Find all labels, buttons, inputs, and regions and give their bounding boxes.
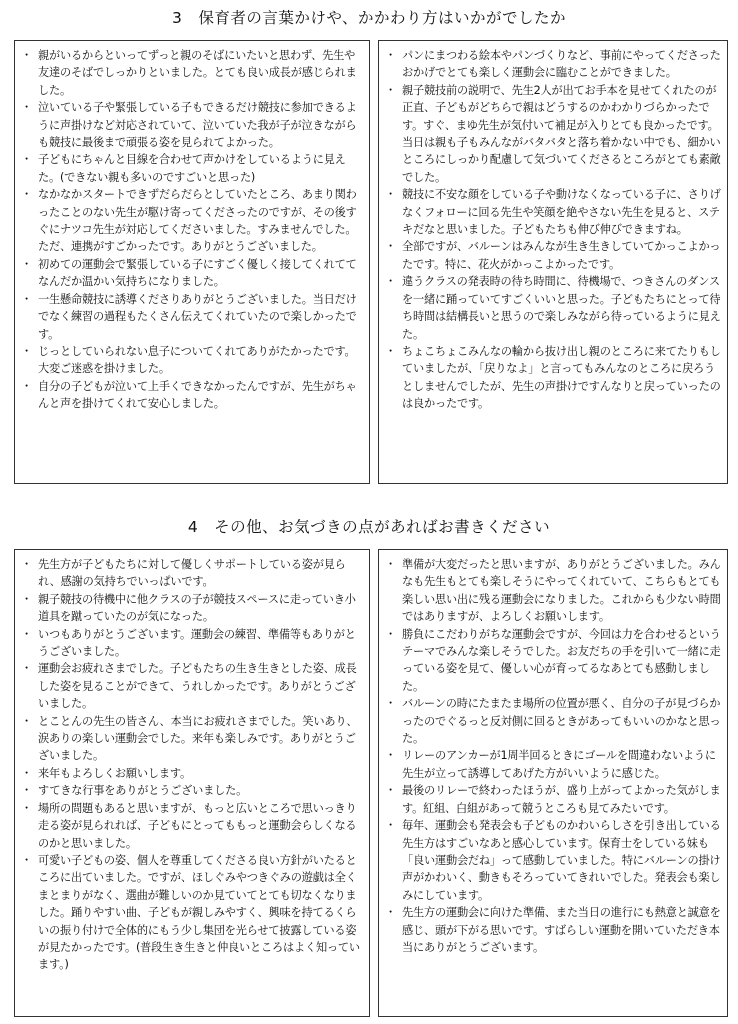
section-4-right-list xyxy=(385,556,721,956)
list-item: ・ 初めての運動会で緊張している子にすごく優しく接してくれててなんだか温かい気持ちになりました。 xyxy=(21,256,363,291)
list-item: ・ 一生懸命競技に誘導くださりありがとうございました。当日だけでなく練習の過程もたくさん伝えてくれていたので楽しかったです。 xyxy=(21,291,363,343)
list-item: ・ 自分の子どもが泣いて上手くできなかったんですが、先生がちゃんと声を掛けてくれて安心しました。 xyxy=(21,378,363,413)
list-item: ・ 先生方の運動会に向けた準備、また当日の進行にも熱意と誠意を感じ、頭が下がる思いです。すばらしい運動を開いていただき本当にありがとうございます。 xyxy=(385,904,721,956)
section-3-title: 3 保育者の言葉かけや、かかわり方はいかがでしたか xyxy=(171,9,567,27)
section-3-left-column xyxy=(14,40,370,484)
list-item: ・ 場所の問題もあると思いますが、もっと広いところで思いっきり走る姿が見られれば、子どもにとってももっと運動会らしくなるのかと思いました。 xyxy=(21,800,363,852)
list-item: ・ いつもありがとうございます。運動会の練習、準備等もありがとうございました。 xyxy=(21,626,363,661)
section-4-left-list xyxy=(21,556,363,974)
section-4-right-column xyxy=(378,549,728,1017)
list-item: ・ 運動会お疲れさまでした。子どもたちの生き生きとした姿、成長した姿を見ることができて、うれしかったです。ありがとうございました。 xyxy=(21,660,363,712)
section-4-left-column xyxy=(14,549,370,1017)
list-item: ・ 先生方が子どもたちに対して優しくサポートしている姿が見られ、感謝の気持ちでいっぱいです。 xyxy=(21,556,363,591)
list-item: ・ バルーンの時にたまたま場所の位置が悪く、自分の子が見づらかったのでぐるっと反対側に回るときがあってもいいのかなと思った。 xyxy=(385,695,721,747)
list-item: ・ 親子競技前の説明で、先生2人が出てお手本を見せてくれたのが正直、子どもがどちらで親はどうするのかわかりづらかったです。すぐ、まゆ先生が気付いて補足が入りとても良かったです。当日は親も子もみんながバタバタと落ち着かない中でも、細かいところにしっかり配慮して気づいてくださるところがとても素敵でした。 xyxy=(385,82,721,186)
list-item: ・ 可愛い子どもの姿、個人を尊重してくださる良い方針がいたるところに出ていました。ですが、ほしぐみやつきぐみの遊戯は全くまとまりがなく、選曲が難しいのか見ていてとても切なくなりました。踊りやすい曲、子どもが親しみやすく、興味を持てるくらいの振り付けで全体的にもう少し集団を光らせて披露している姿が見たかったです。(普段生き生きと仲良いところはよく知っています。) xyxy=(21,852,363,974)
list-item: ・ 子どもにちゃんと目線を合わせて声かけをしているように見えた。(できない親も多いのですごいと思った) xyxy=(21,151,363,186)
list-item: ・ 競技に不安な顔をしている子や動けなくなっている子に、さりげなくフォローに回る先生や笑顔を絶やさない先生を見ると、ステキだなと思いました。子どもたちも伸び伸びできますね。 xyxy=(385,186,721,238)
list-item: ・ とことんの先生の皆さん、本当にお疲れさまでした。笑いあり、涙ありの楽しい運動会でした。来年も楽しみです。ありがとうございました。 xyxy=(21,713,363,765)
list-item: ・ 勝負にこだわりがちな運動会ですが、今回は力を合わせるというテーマでみんな楽しそうでした。お友だちの手を引いて一緒に走っている姿を見て、優しい心が育ってるなあとても感動しました。 xyxy=(385,626,721,696)
list-item: ・ 親子競技の待機中に他クラスの子が競技スペースに走っていき小道具を蹴っていたのが気になった。 xyxy=(21,591,363,626)
list-item: ・ ちょこちょこみんなの輪から抜け出し親のところに来てたりもしていましたが、「戻りなよ」と言ってもみんなのところに戻ろうとしませんでしたが、先生の声掛けですんなりと戻っていったのは良かったです。 xyxy=(385,343,721,413)
section-3-left-list xyxy=(21,47,363,413)
list-item: ・ 毎年、運動会も発表会も子どものかわいらしさを引き出している先生方はすごいなあと感心しています。保育士をしている妹も「良い運動会だね」って感動していました。特にバルーンの掛け声がかわいく、動きもそろっていてきれいでした。発表会も楽しみにしています。 xyxy=(385,817,721,904)
list-item: ・ 来年もよろしくお願いします。 xyxy=(21,765,363,782)
list-item: ・ 最後のリレーで終わったほうが、盛り上がってよかった気がします。紅組、白組があって競うところも見てみたいです。 xyxy=(385,782,721,817)
list-item: ・ すてきな行事をありがとうございました。 xyxy=(21,782,363,799)
list-item: ・ 全部ですが、バルーンはみんなが生き生きしていてかっこよかったです。特に、花火がかっこよかったです。 xyxy=(385,238,721,273)
section-3-right-list xyxy=(385,47,721,413)
section-4-title: 4 その他、お気づきの点があればお書きください xyxy=(187,518,551,536)
list-item: ・ 親がいるからといってずっと親のそばにいたいと思わず、先生や友達のそばでしっかりといました。とても良い成長が感じられました。 xyxy=(21,47,363,99)
section-3-right-column xyxy=(378,40,728,484)
list-item: ・ 準備が大変だったと思いますが、ありがとうございました。みんなも先生もとても楽しそうにやってくれていて、こちらもとても楽しい思い出に残る運動会になりました。これからも少ない時間ではありますが、よろしくお願いします。 xyxy=(385,556,721,626)
list-item: ・ リレーのアンカーが1周半回るときにゴールを間違わないように先生が立って誘導してあげた方がいいように感じた。 xyxy=(385,747,721,782)
list-item: ・ パンにまつわる絵本やパンづくりなど、事前にやってくださったおかげでとても楽しく運動会に臨むことができました。 xyxy=(385,47,721,82)
list-item: ・ じっとしていられない息子についてくれてありがたかったです。大変ご迷惑を掛けました。 xyxy=(21,343,363,378)
list-item: ・ 泣いている子や緊張している子もできるだけ競技に参加できるように声掛けなど対応されていて、泣いていた我が子が泣きながらも競技に最後まで頑張る姿を見られてよかった。 xyxy=(21,99,363,151)
list-item: ・ 違うクラスの発表時の待ち時間に、待機場で、つきさんのダンスを一緒に踊っていてすごくいいと思った。子どもたちにとって待ち時間は結構長いと思うので楽しみながら待っているように見えた。 xyxy=(385,273,721,343)
list-item: ・ なかなかスタートできずだらだらとしていたところ、あまり関わったことのない先生が駆け寄ってくださったのですが、その後すぐにナツコ先生が対応してくださいました。すみませんでした。ただ、連携がすごかったです。ありがとうございました。 xyxy=(21,186,363,256)
